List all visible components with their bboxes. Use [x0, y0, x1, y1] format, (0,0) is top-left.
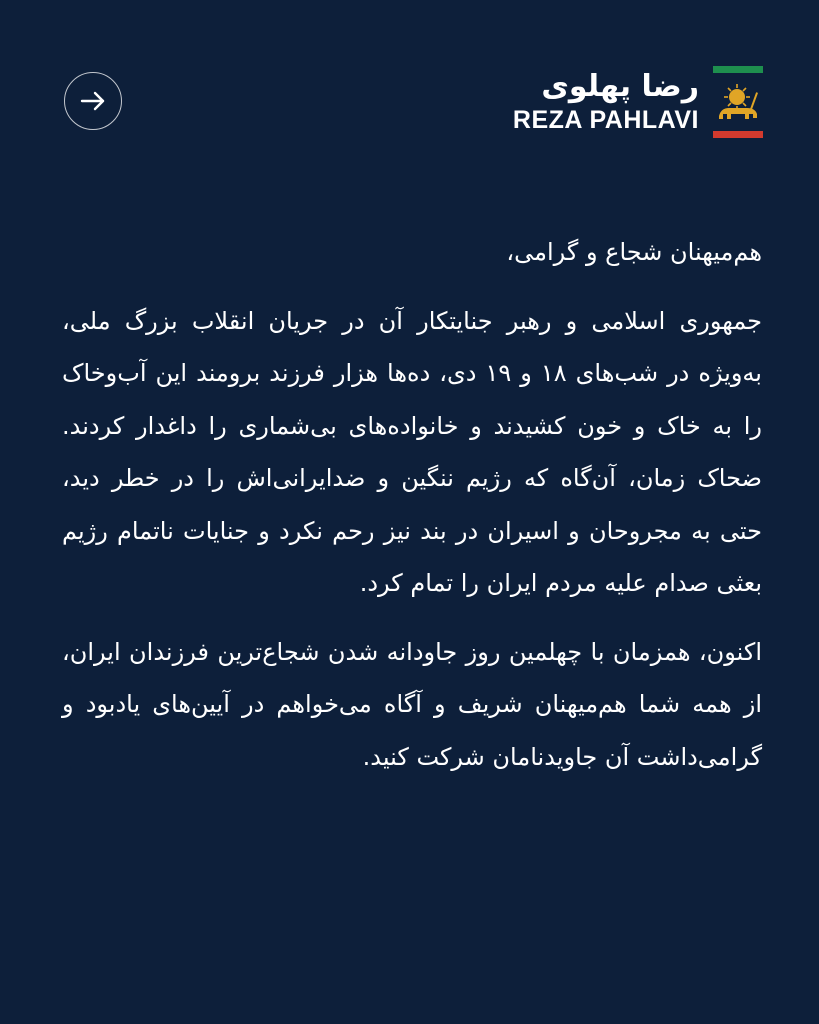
letter-salutation: هم‌میهنان شجاع و گرامی،: [506, 238, 762, 266]
brand-name-english: REZA PAHLAVI: [512, 106, 699, 134]
letter-body: [62, 226, 762, 783]
brand-logo: [513, 62, 763, 142]
letter-paragraph-2: اکنون، همزمان با چهلمین روز جاودانه شدن شجاع‌ترین فرزندان ایران، از همه شما هم‌میهنان شریف و آگاه می‌خواهم در آیین‌های یادبود و گرامی‌داشت آن جاویدنامان شرکت کنید.: [62, 637, 762, 771]
arrow-right-icon: [78, 86, 108, 116]
next-button[interactable]: [64, 72, 122, 130]
letter-paragraph-1: جمهوری اسلامی و رهبر جنایتکار آن در جریان انقلاب بزرگ ملی، به‌ویژه در شب‌های ۱۸ و ۱۹ دی، ده‌ها هزار فرزند برومند این آب‌وخاک را به خاک و خون کشیدند و خانواده‌های بی‌شماری را داغدار کردند. ضحاک زمان، آن‌گاه که رژیم ننگین و ضدایرانی‌اش را در خطر دید، حتی به مجروحان و اسیران در بند نیز رحم نکرد و جنایات ناتمام رژیم بعثی صدام علیه مردم ایران را تمام کرد.: [62, 306, 762, 597]
lion-and-sun-flag-icon: [713, 64, 763, 140]
brand-name-persian: رضا پهلوی: [541, 69, 699, 104]
brand-text: [513, 69, 699, 135]
